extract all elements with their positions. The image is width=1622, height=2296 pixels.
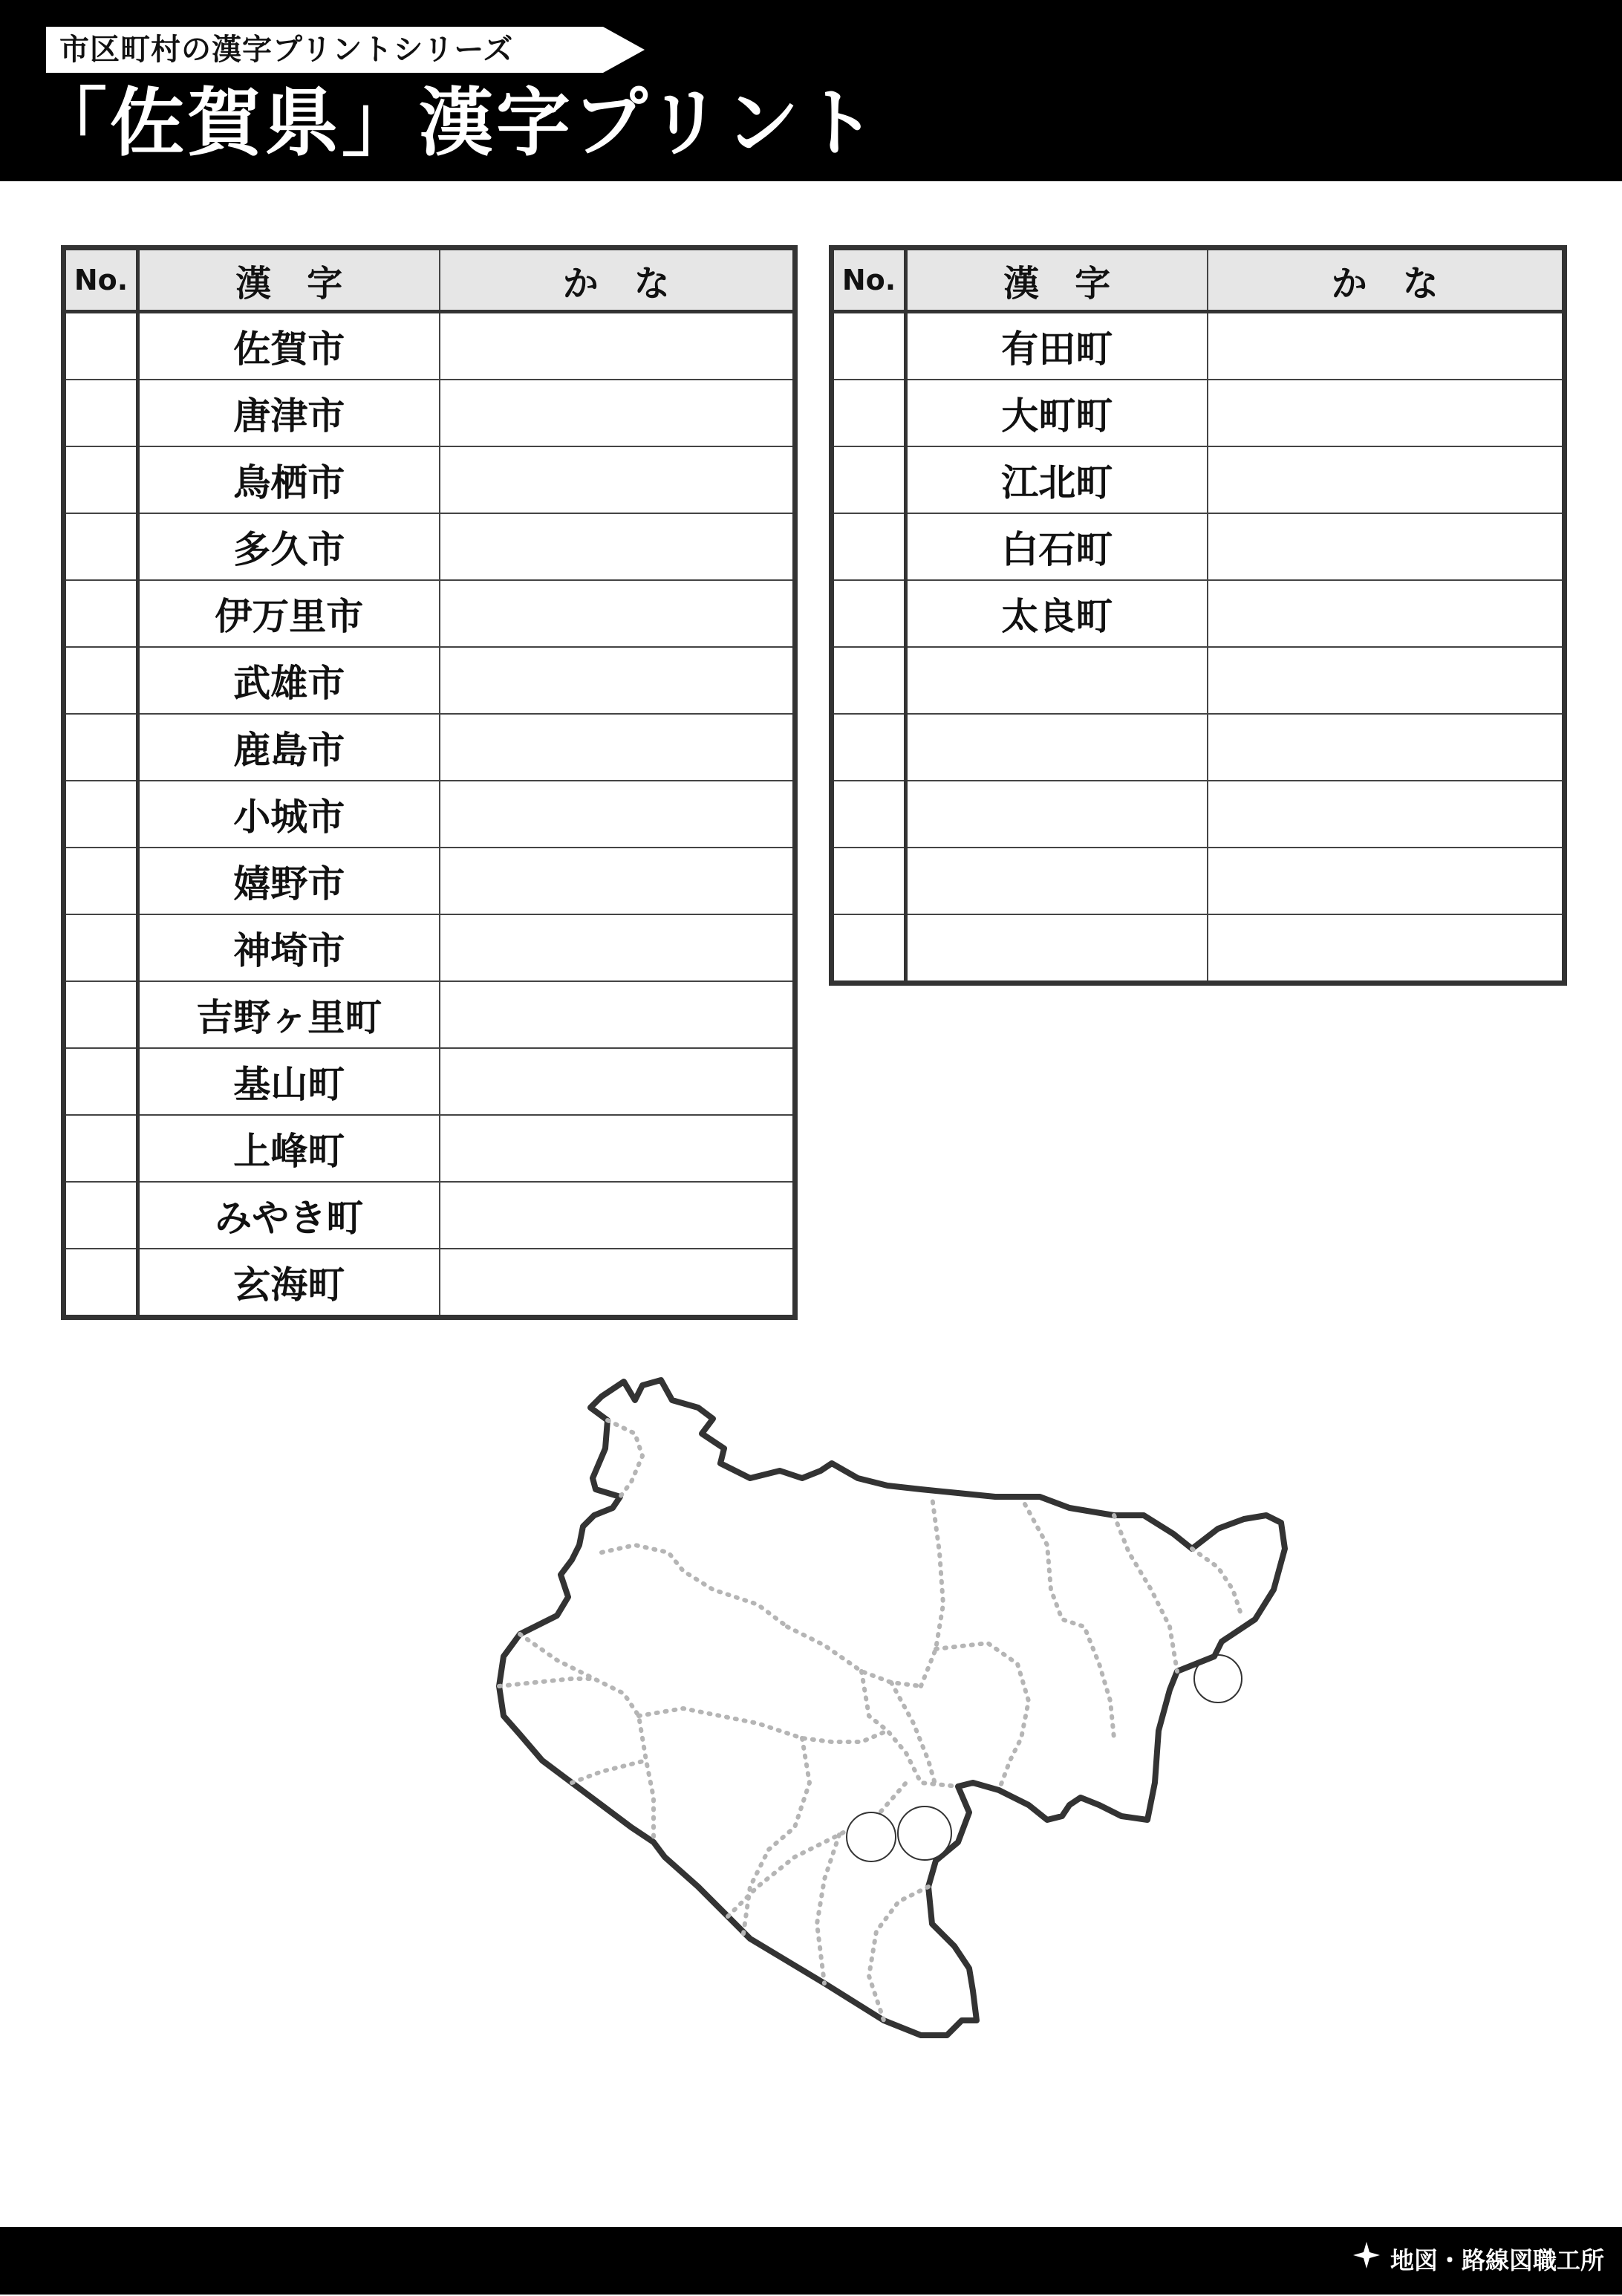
row-number-cell: [64, 380, 138, 446]
kana-answer-cell[interactable]: [1208, 513, 1565, 580]
footer-brand-name: 地図・路線図職工所: [1390, 2246, 1604, 2274]
kana-answer-cell[interactable]: [440, 848, 795, 914]
row-number-cell: [832, 781, 906, 848]
kana-column-header: か な: [1208, 248, 1565, 312]
kanji-cell: 鹿島市: [138, 714, 440, 781]
table-row: [64, 1249, 795, 1318]
kana-answer-cell[interactable]: [1208, 647, 1565, 714]
prefecture-outline: [499, 1380, 1285, 2035]
table-row: [64, 714, 795, 781]
kanji-cell: 伊万里市: [138, 580, 440, 647]
kanji-cell: 基山町: [138, 1048, 440, 1115]
row-number-cell: [832, 513, 906, 580]
kanji-cell: [906, 914, 1208, 983]
kana-answer-cell[interactable]: [440, 914, 795, 981]
left-table-header-row: [64, 248, 795, 312]
table-row: [832, 446, 1565, 513]
kana-answer-cell[interactable]: [1208, 446, 1565, 513]
kanji-cell: 多久市: [138, 513, 440, 580]
kana-answer-cell[interactable]: [440, 312, 795, 380]
footer-brand: [1352, 2227, 1604, 2295]
row-number-cell: [64, 1115, 138, 1182]
kanji-cell: 神埼市: [138, 914, 440, 981]
no-column-header: No.: [64, 248, 138, 312]
kanji-cell: みやき町: [138, 1182, 440, 1249]
kana-answer-cell[interactable]: [1208, 312, 1565, 380]
row-number-cell: [64, 446, 138, 513]
table-row: [64, 312, 795, 380]
row-number-cell: [64, 848, 138, 914]
kanji-cell: 太良町: [906, 580, 1208, 647]
kanji-cell: 唐津市: [138, 380, 440, 446]
row-number-cell: [832, 848, 906, 914]
table-row: [832, 513, 1565, 580]
table-row: [64, 1182, 795, 1249]
row-number-cell: [64, 580, 138, 647]
kanji-cell: 大町町: [906, 380, 1208, 446]
kanji-cell: 上峰町: [138, 1115, 440, 1182]
left-kanji-table: [61, 245, 798, 1320]
kanji-cell: 江北町: [906, 446, 1208, 513]
kanji-cell: 武雄市: [138, 647, 440, 714]
kanji-cell: 鳥栖市: [138, 446, 440, 513]
series-label: 市区町村の漢字プリントシリーズ: [59, 33, 514, 67]
kana-answer-cell[interactable]: [1208, 781, 1565, 848]
kanji-cell: 小城市: [138, 781, 440, 848]
table-row: [64, 580, 795, 647]
table-row: [832, 848, 1565, 914]
row-number-cell: [832, 580, 906, 647]
table-row: [64, 914, 795, 981]
table-row: [64, 446, 795, 513]
row-number-cell: [832, 380, 906, 446]
table-row: [64, 513, 795, 580]
row-number-cell: [832, 446, 906, 513]
row-number-cell: [64, 781, 138, 848]
kana-column-header: か な: [440, 248, 795, 312]
enclave-circle: [847, 1812, 896, 1861]
kanji-cell: 白石町: [906, 513, 1208, 580]
row-number-cell: [64, 513, 138, 580]
row-number-cell: [832, 914, 906, 983]
row-number-cell: [64, 312, 138, 380]
kanji-cell: [906, 714, 1208, 781]
kanji-cell: 有田町: [906, 312, 1208, 380]
kanji-column-header: 漢 字: [906, 248, 1208, 312]
row-number-cell: [832, 714, 906, 781]
table-row: [832, 580, 1565, 647]
kana-answer-cell[interactable]: [440, 1182, 795, 1249]
kanji-cell: 玄海町: [138, 1249, 440, 1318]
kana-answer-cell[interactable]: [1208, 914, 1565, 983]
row-number-cell: [832, 312, 906, 380]
kana-answer-cell[interactable]: [1208, 848, 1565, 914]
kana-answer-cell[interactable]: [440, 1249, 795, 1318]
table-row: [832, 914, 1565, 983]
row-number-cell: [64, 714, 138, 781]
row-number-cell: [64, 1048, 138, 1115]
row-number-cell: [64, 1182, 138, 1249]
table-row: [64, 848, 795, 914]
kanji-cell: 吉野ヶ里町: [138, 981, 440, 1048]
table-row: [64, 981, 795, 1048]
row-number-cell: [64, 981, 138, 1048]
header-band: [0, 0, 1622, 181]
right-table-header-row: [832, 248, 1565, 312]
table-row: [832, 781, 1565, 848]
kanji-column-header: 漢 字: [138, 248, 440, 312]
kana-answer-cell[interactable]: [440, 781, 795, 848]
enclave-circle: [1194, 1655, 1242, 1703]
kana-answer-cell[interactable]: [440, 1048, 795, 1115]
sparkle-logo-icon: [1352, 2228, 1381, 2296]
kanji-cell: [906, 647, 1208, 714]
row-number-cell: [64, 1249, 138, 1318]
table-row: [832, 647, 1565, 714]
enclave-circle: [898, 1806, 951, 1860]
kanji-cell: [906, 781, 1208, 848]
kana-answer-cell[interactable]: [1208, 714, 1565, 781]
kana-answer-cell[interactable]: [440, 1115, 795, 1182]
kana-answer-cell[interactable]: [440, 380, 795, 446]
table-row: [832, 312, 1565, 380]
table-row: [64, 1048, 795, 1115]
saga-prefecture-map: [475, 1367, 1367, 2199]
page-title: 「佐賀県」漢字プリント: [33, 79, 879, 166]
row-number-cell: [64, 914, 138, 981]
kana-answer-cell[interactable]: [1208, 580, 1565, 647]
table-row: [64, 1115, 795, 1182]
table-row: [64, 781, 795, 848]
row-number-cell: [64, 647, 138, 714]
table-row: [64, 647, 795, 714]
kana-answer-cell[interactable]: [440, 513, 795, 580]
kana-answer-cell[interactable]: [1208, 380, 1565, 446]
kana-answer-cell[interactable]: [440, 981, 795, 1048]
kanji-cell: [906, 848, 1208, 914]
kana-answer-cell[interactable]: [440, 714, 795, 781]
table-row: [832, 714, 1565, 781]
kana-answer-cell[interactable]: [440, 446, 795, 513]
right-kanji-table: [829, 245, 1567, 986]
kana-answer-cell[interactable]: [440, 647, 795, 714]
no-column-header: No.: [832, 248, 906, 312]
table-row: [64, 380, 795, 446]
table-row: [832, 380, 1565, 446]
kana-answer-cell[interactable]: [440, 580, 795, 647]
row-number-cell: [832, 647, 906, 714]
kanji-cell: 佐賀市: [138, 312, 440, 380]
footer-band: [0, 2227, 1622, 2295]
kanji-cell: 嬉野市: [138, 848, 440, 914]
